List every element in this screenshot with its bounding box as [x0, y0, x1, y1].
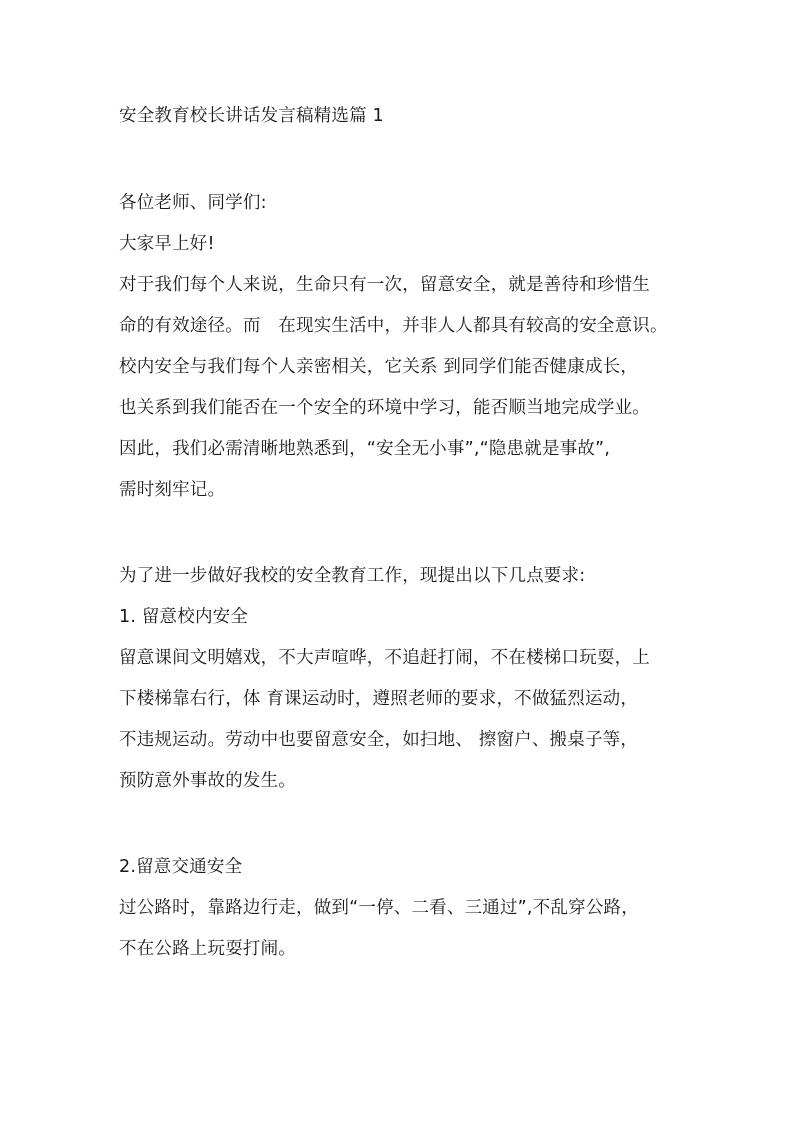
- intro-line-1: 对于我们每个人来说，生命只有一次，留意安全，就是善待和珍惜生: [119, 275, 650, 295]
- intro-line-4: 也关系到我们能否在一个安全的环境中学习，能否顺当地完成学业。: [119, 398, 650, 418]
- intro-line-2: 命的有效途径。而 在现实生活中，并非人人都具有较高的安全意识。: [119, 316, 668, 336]
- requirements-intro: 为了进一步做好我校的安全教育工作，现提出以下几点要求:: [119, 566, 586, 586]
- section-1-line-1: 留意课间文明嬉戏，不大声喧哗，不追赶打闹，不在楼梯口玩耍，上: [119, 648, 650, 668]
- greeting: 大家早上好!: [119, 234, 215, 254]
- intro-line-3: 校内安全与我们每个人亲密相关，它关系 到同学们能否健康成长，: [119, 357, 639, 377]
- document-title: 安全教育校长讲话发言稿精选篇 1: [119, 106, 384, 126]
- section-2-line-1: 过公路时，靠路边行走，做到“一停、二看、三通过”,不乱穿公路，: [119, 898, 639, 918]
- section-1-line-4: 预防意外事故的发生。: [119, 771, 296, 791]
- intro-line-5: 因此，我们必需清晰地熟悉到，“安全无小事”,“隐患就是事故”,: [119, 439, 611, 459]
- section-2-heading: 2.留意交通安全: [119, 857, 243, 877]
- intro-line-6: 需时刻牢记。: [119, 480, 226, 500]
- section-1-line-3: 不违规运动。劳动中也要留意安全，如扫地、 擦窗户、搬桌子等，: [119, 730, 639, 750]
- section-1-heading: 1. 留意校内安全: [119, 607, 249, 627]
- section-2-line-2: 不在公路上玩耍打闹。: [119, 939, 296, 959]
- section-1-line-2: 下楼梯靠右行，体 育课运动时，遵照老师的要求，不做猛烈运动，: [119, 689, 639, 709]
- salutation: 各位老师、同学们:: [119, 193, 267, 213]
